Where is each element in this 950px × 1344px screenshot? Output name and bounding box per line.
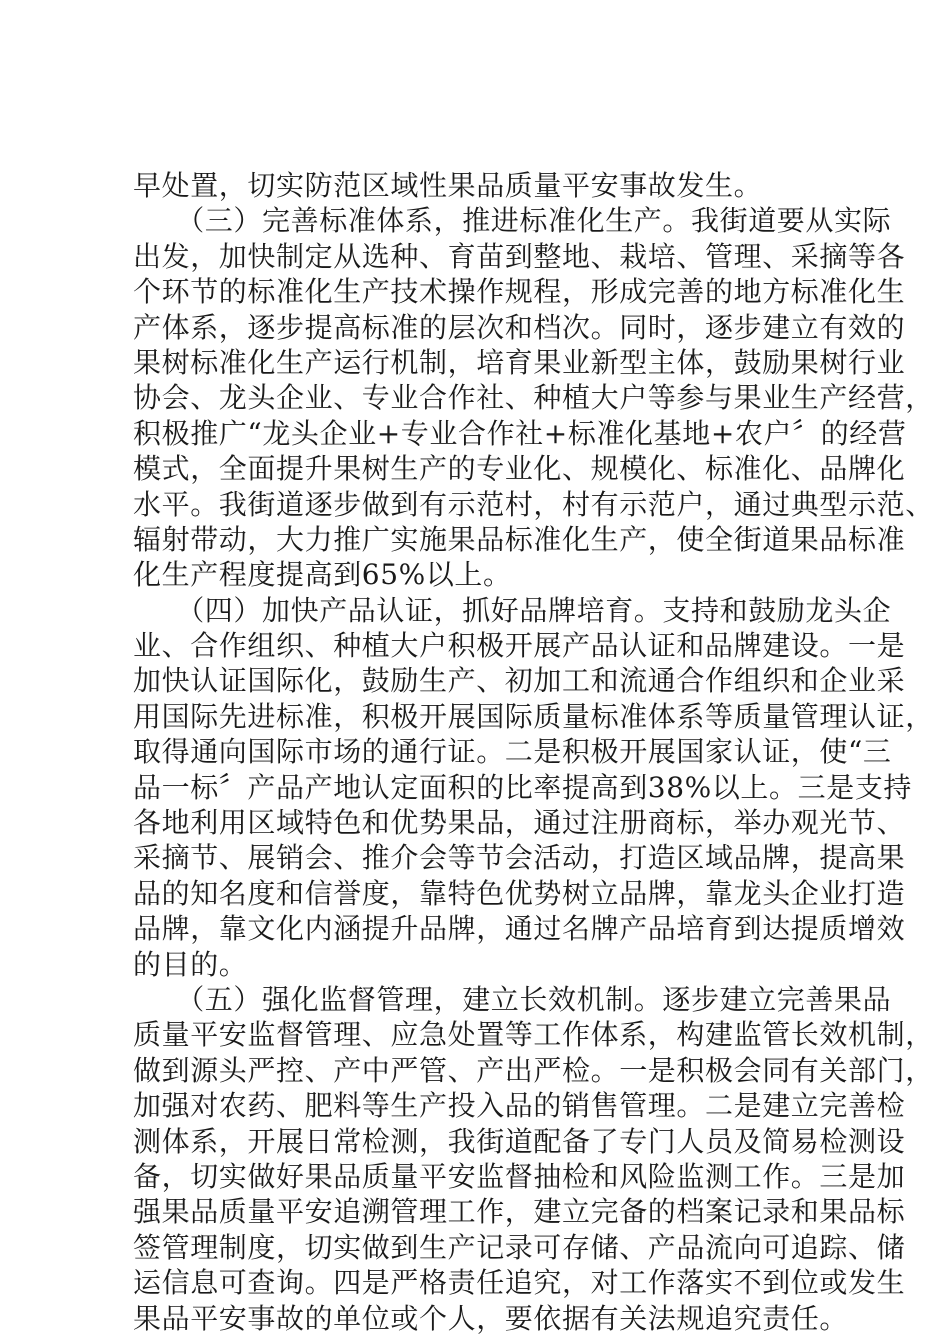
text-line: 各地利用区域特色和优势果品，通过注册商标，举办观光节、: [133, 806, 906, 840]
text-line: 早处置，切实防范区域性果品质量平安事故发生。: [133, 169, 763, 202]
section-heading-line: （三）完善标准体系，推进标准化生产。我街道要从实际: [133, 204, 892, 238]
text-line: 强果品质量平安追溯管理工作，建立完备的档案记录和果品标: [133, 1195, 906, 1229]
text-line: 用国际先进标准，积极开展国际质量标准体系等质量管理认证，: [133, 699, 934, 733]
text-line: 品的知名度和信誉度，靠特色优势树立品牌，靠龙头企业打造: [133, 876, 906, 910]
section-heading-line: （四）加快产品认证，抓好品牌培育。支持和鼓励龙头企: [133, 593, 892, 627]
text-line: 模式，全面提升果树生产的专业化、规模化、标准化、品牌化: [133, 452, 906, 486]
text-line: 化生产程度提高到65%以上。: [133, 558, 512, 592]
text-line: 水平。我街道逐步做到有示范村，村有示范户，通过典型示范、: [133, 487, 934, 521]
text-line: 积极推广“龙头企业+专业合作社+标准化基地+农户〞的经营: [133, 416, 907, 450]
text-line: 取得通向国际市场的通行证。二是积极开展国家认证，使“三: [133, 735, 892, 769]
text-line: 测体系，开展日常检测，我街道配备了专门人员及简易检测设: [133, 1124, 906, 1158]
text-line: 产体系，逐步提高标准的层次和档次。同时，逐步建立有效的: [133, 310, 906, 344]
text-line: 做到源头严控、产中严管、产出严检。一是积极会同有关部门，: [133, 1053, 934, 1087]
text-line: 的目的。: [133, 947, 248, 981]
document-body: [133, 168, 934, 1336]
section-heading-line: （五）强化监督管理，建立长效机制。逐步建立完善果品: [133, 982, 892, 1016]
text-line: 采摘节、展销会、推介会等节会活动，打造区域品牌，提高果: [133, 841, 906, 875]
text-line: 加快认证国际化，鼓励生产、初加工和流通合作组织和企业采: [133, 664, 906, 698]
text-line: 签管理制度，切实做到生产记录可存储、产品流向可追踪、储: [133, 1230, 906, 1264]
text-line: 品牌，靠文化内涵提升品牌，通过名牌产品培育到达提质增效: [133, 912, 906, 946]
text-line: 质量平安监督管理、应急处置等工作体系，构建监管长效机制，: [133, 1018, 934, 1052]
text-line: 个环节的标准化生产技术操作规程，形成完善的地方标准化生: [133, 275, 906, 309]
text-line: 加强对农药、肥料等生产投入品的销售管理。二是建立完善检: [133, 1089, 906, 1123]
text-line: 品一标〞产品产地认定面积的比率提高到38%以上。三是支持: [133, 770, 913, 804]
text-line: 运信息可查询。四是严格责任追究，对工作落实不到位或发生: [133, 1266, 906, 1300]
text-line: 协会、龙头企业、专业合作社、种植大户等参与果业生产经营，: [133, 381, 934, 415]
text-line: 果品平安事故的单位或个人，要依据有关法规追究责任。: [133, 1301, 849, 1335]
text-line: 业、合作组织、种植大户积极开展产品认证和品牌建设。一是: [133, 629, 906, 663]
text-line: 果树标准化生产运行机制，培育果业新型主体，鼓励果树行业: [133, 345, 906, 379]
text-line: 辐射带动，大力推广实施果品标准化生产，使全街道果品标准: [133, 522, 906, 556]
text-line: 备，切实做好果品质量平安监督抽检和风险监测工作。三是加: [133, 1159, 906, 1193]
text-line: 出发，加快制定从选种、育苗到整地、栽培、管理、采摘等各: [133, 239, 906, 273]
